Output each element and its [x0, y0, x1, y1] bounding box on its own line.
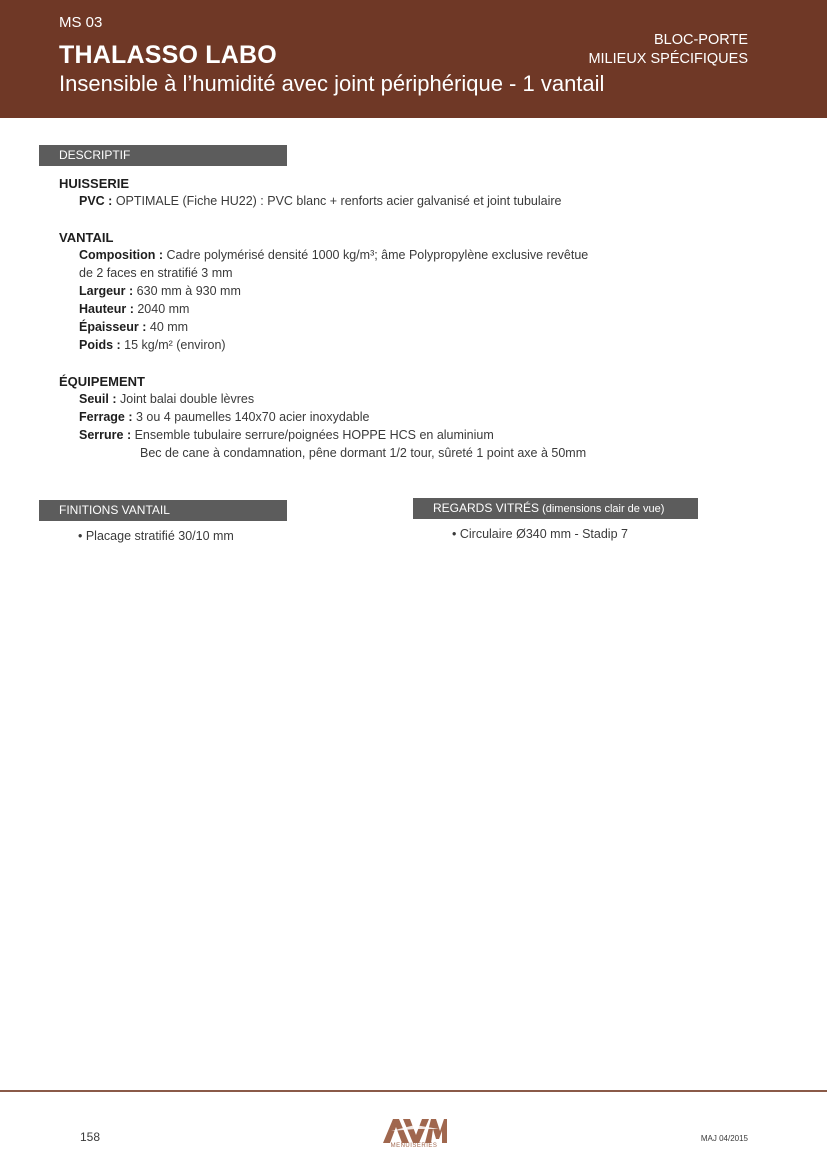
finitions-item: • Placage stratifié 30/10 mm [78, 529, 234, 543]
seuil-label: Seuil : [79, 392, 117, 406]
composition-value: Cadre polymérisé densité 1000 kg/m³; âme Polypropylène exclusive revêtue [163, 248, 589, 262]
poids-label: Poids : [79, 338, 121, 352]
logo-text: MENUISERIES [390, 1143, 438, 1149]
largeur-line [79, 284, 241, 298]
ferrage-label: Ferrage : [79, 410, 133, 424]
category-line-1: BLOC-PORTE [653, 32, 748, 48]
finitions-bar-label: FINITIONS VANTAIL [59, 503, 170, 517]
product-title: THALASSO LABO [59, 41, 277, 69]
update-date: MAJ 04/2015 [700, 1134, 748, 1143]
composition-line [79, 248, 588, 262]
category-line-2: MILIEUX SPÉCIFIQUES [588, 51, 748, 67]
huisserie-pvc-line [79, 194, 562, 208]
hauteur-value: 2040 mm [133, 302, 190, 316]
finitions-bar [39, 500, 287, 521]
hauteur-line [79, 302, 189, 316]
hauteur-label: Hauteur : [79, 302, 134, 316]
descriptif-bar [39, 145, 287, 166]
page-header [0, 0, 827, 118]
product-category [588, 31, 748, 69]
largeur-value: 630 mm à 930 mm [133, 284, 241, 298]
ferrage-value: 3 ou 4 paumelles 140x70 acier inoxydable [132, 410, 370, 424]
seuil-line [79, 392, 254, 406]
descriptif-bar-label: DESCRIPTIF [59, 148, 131, 162]
page-number: 158 [80, 1130, 101, 1144]
ferrage-line [79, 410, 369, 424]
composition-line-2: de 2 faces en stratifié 3 mm [79, 266, 233, 280]
pvc-label: PVC : [79, 194, 113, 208]
huisserie-heading: HUISSERIE [59, 176, 130, 191]
serrure-value: Ensemble tubulaire serrure/poignées HOPPE HCS en aluminium [131, 428, 494, 442]
product-subtitle: Insensible à l’humidité avec joint périphérique - 1 vantail [59, 71, 605, 96]
epaisseur-line [79, 320, 188, 334]
equipement-heading: ÉQUIPEMENT [59, 374, 145, 389]
vantail-heading: VANTAIL [59, 230, 114, 245]
poids-line [79, 338, 226, 352]
product-reference: MS 03 [59, 14, 103, 31]
composition-label: Composition : [79, 248, 164, 262]
seuil-value: Joint balai double lèvres [116, 392, 255, 406]
footer-rule [0, 1090, 827, 1092]
serrure-label: Serrure : [79, 428, 132, 442]
regards-bar [413, 498, 698, 519]
epaisseur-label: Épaisseur : [79, 320, 147, 334]
regards-bar-note: (dimensions clair de vue) [539, 503, 665, 515]
regards-item: • Circulaire Ø340 mm - Stadip 7 [452, 527, 628, 541]
regards-bar-label: REGARDS VITRÉS [433, 501, 540, 515]
pvc-value: OPTIMALE (Fiche HU22) : PVC blanc + renforts acier galvanisé et joint tubulaire [112, 194, 562, 208]
serrure-line-2: Bec de cane à condamnation, pêne dormant 1/2 tour, sûreté 1 point axe à 50mm [140, 446, 587, 460]
serrure-line [79, 428, 494, 442]
poids-value: 15 kg/m² (environ) [120, 338, 226, 352]
largeur-label: Largeur : [79, 284, 134, 298]
epaisseur-value: 40 mm [146, 320, 189, 334]
